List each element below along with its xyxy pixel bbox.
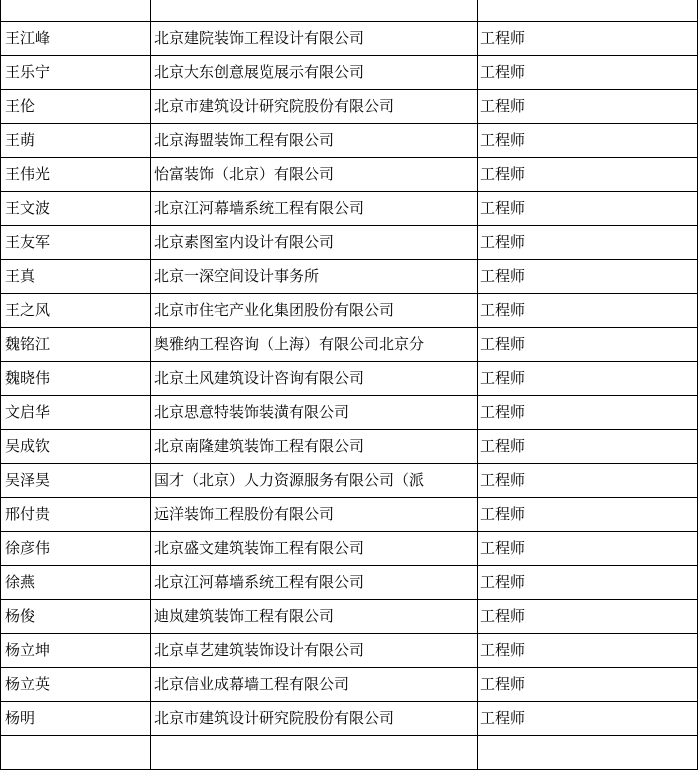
- title-cell: 工程师: [478, 702, 698, 736]
- name-cell: 杨俊: [1, 600, 151, 634]
- name-cell: 吴泽昊: [1, 464, 151, 498]
- title-cell: 工程师: [478, 328, 698, 362]
- table-row: [1, 158, 698, 192]
- table-row: [1, 532, 698, 566]
- company-cell: 北京土风建筑设计咨询有限公司: [151, 362, 478, 396]
- table-row: [1, 22, 698, 56]
- name-cell: 杨立坤: [1, 634, 151, 668]
- table-row: [1, 464, 698, 498]
- title-cell: 工程师: [478, 158, 698, 192]
- table-row: [1, 56, 698, 90]
- company-cell: 北京南隆建筑装饰工程有限公司: [151, 430, 478, 464]
- company-cell: 北京一深空间设计事务所: [151, 260, 478, 294]
- company-cell: 北京海盟装饰工程有限公司: [151, 124, 478, 158]
- company-cell: 北京思意特装饰装潢有限公司: [151, 396, 478, 430]
- title-cell: 工程师: [478, 430, 698, 464]
- title-cell: 工程师: [478, 294, 698, 328]
- name-cell: 魏晓伟: [1, 362, 151, 396]
- title-cell: 工程师: [478, 498, 698, 532]
- table-row: [1, 702, 698, 736]
- name-cell: [1, 736, 151, 770]
- name-cell: 吴成钦: [1, 430, 151, 464]
- name-cell: 文启华: [1, 396, 151, 430]
- table-row: [1, 668, 698, 702]
- name-cell: 王乐宁: [1, 56, 151, 90]
- name-cell: 王江峰: [1, 22, 151, 56]
- name-cell: 王真: [1, 260, 151, 294]
- table-row: [1, 634, 698, 668]
- table-row: [1, 396, 698, 430]
- name-cell: 杨立英: [1, 668, 151, 702]
- table-row: [1, 600, 698, 634]
- table-row: [1, 294, 698, 328]
- title-cell: 工程师: [478, 192, 698, 226]
- company-cell: 奥雅纳工程咨询（上海）有限公司北京分: [151, 328, 478, 362]
- name-cell: 杨明: [1, 702, 151, 736]
- name-cell: 王友军: [1, 226, 151, 260]
- table-row: [1, 0, 698, 22]
- table-row: [1, 566, 698, 600]
- company-cell: 北京市建筑设计研究院股份有限公司: [151, 702, 478, 736]
- name-cell: 王伦: [1, 90, 151, 124]
- table-row: [1, 362, 698, 396]
- name-cell: 邢付贵: [1, 498, 151, 532]
- table-row: [1, 124, 698, 158]
- company-cell: 北京市建筑设计研究院股份有限公司: [151, 90, 478, 124]
- name-cell: 王萌: [1, 124, 151, 158]
- company-cell: 北京江河幕墙系统工程有限公司: [151, 566, 478, 600]
- title-cell: 工程师: [478, 532, 698, 566]
- title-cell: 工程师: [478, 260, 698, 294]
- company-cell: 国才（北京）人力资源服务有限公司（派: [151, 464, 478, 498]
- company-cell: 北京市住宅产业化集团股份有限公司: [151, 294, 478, 328]
- title-cell: 工程师: [478, 22, 698, 56]
- company-cell: 北京江河幕墙系统工程有限公司: [151, 192, 478, 226]
- company-cell: 怡富装饰（北京）有限公司: [151, 158, 478, 192]
- company-cell: [151, 0, 478, 22]
- name-cell: 王文波: [1, 192, 151, 226]
- company-cell: 北京盛文建筑装饰工程有限公司: [151, 532, 478, 566]
- title-cell: [478, 0, 698, 22]
- name-cell: [1, 0, 151, 22]
- company-cell: 北京建院装饰工程设计有限公司: [151, 22, 478, 56]
- title-cell: 工程师: [478, 634, 698, 668]
- title-cell: [478, 736, 698, 770]
- table-row: [1, 226, 698, 260]
- company-cell: [151, 736, 478, 770]
- table-row: [1, 498, 698, 532]
- company-cell: 北京信业成幕墙工程有限公司: [151, 668, 478, 702]
- company-cell: 迪岚建筑装饰工程有限公司: [151, 600, 478, 634]
- company-cell: 北京素图室内设计有限公司: [151, 226, 478, 260]
- title-cell: 工程师: [478, 226, 698, 260]
- title-cell: 工程师: [478, 600, 698, 634]
- roster-table-body: [1, 0, 698, 770]
- table-row: [1, 430, 698, 464]
- table-row: [1, 328, 698, 362]
- title-cell: 工程师: [478, 56, 698, 90]
- title-cell: 工程师: [478, 566, 698, 600]
- title-cell: 工程师: [478, 464, 698, 498]
- name-cell: 徐彦伟: [1, 532, 151, 566]
- name-cell: 徐燕: [1, 566, 151, 600]
- title-cell: 工程师: [478, 396, 698, 430]
- title-cell: 工程师: [478, 668, 698, 702]
- title-cell: 工程师: [478, 124, 698, 158]
- table-row: [1, 736, 698, 770]
- table-row: [1, 90, 698, 124]
- title-cell: 工程师: [478, 362, 698, 396]
- company-cell: 远洋装饰工程股份有限公司: [151, 498, 478, 532]
- table-row: [1, 192, 698, 226]
- name-cell: 王伟光: [1, 158, 151, 192]
- company-cell: 北京卓艺建筑装饰设计有限公司: [151, 634, 478, 668]
- table-row: [1, 260, 698, 294]
- title-cell: 工程师: [478, 90, 698, 124]
- name-cell: 魏铭江: [1, 328, 151, 362]
- company-cell: 北京大东创意展览展示有限公司: [151, 56, 478, 90]
- name-cell: 王之风: [1, 294, 151, 328]
